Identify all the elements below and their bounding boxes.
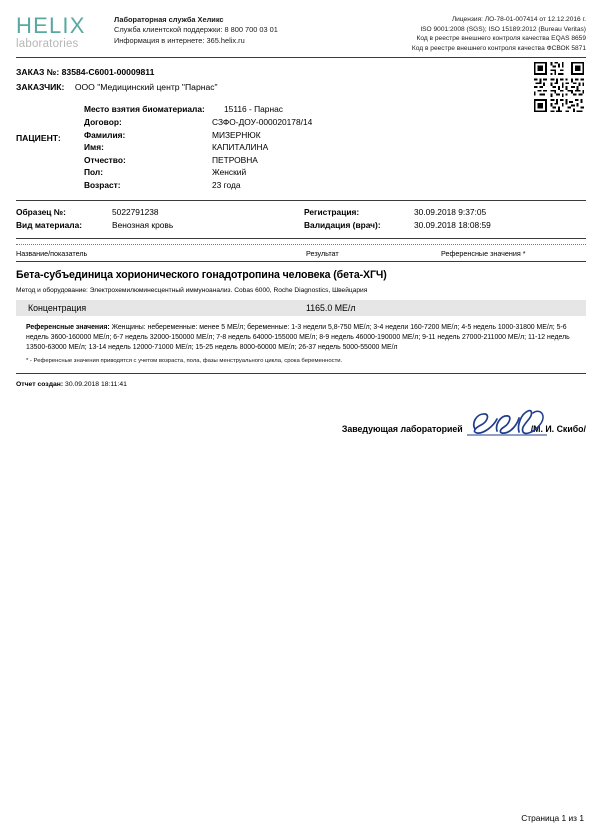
logo-subtitle: laboratories xyxy=(16,38,79,50)
sample-field-label: Образец №: xyxy=(16,206,66,217)
sample-field-value: 5022791238 xyxy=(112,206,159,217)
sample-field-row xyxy=(16,206,304,219)
method-line xyxy=(16,286,586,300)
patient-field-row xyxy=(16,129,586,142)
patient-field-value: СЗФО-ДОУ-000020178/14 xyxy=(212,116,313,127)
sample-field-value: 30.09.2018 9:37:05 xyxy=(414,206,487,217)
report-created-value: 30.09.2018 18:11:41 xyxy=(65,380,127,388)
patient-section-label: ПАЦИЕНТ: xyxy=(16,133,61,144)
sample-left-column xyxy=(16,206,304,232)
sample-field-value: 30.09.2018 18:08:59 xyxy=(414,219,491,230)
contact-info xyxy=(114,14,278,46)
patient-field-label: Место взятия биоматериала: xyxy=(84,104,205,115)
sample-field-label: Регистрация: xyxy=(304,206,360,217)
order-number-line xyxy=(16,65,586,80)
patient-field-row xyxy=(16,179,586,192)
patient-field-row xyxy=(16,166,586,179)
signature-label: Заведующая лабораторией xyxy=(341,424,463,434)
contact-line-1: Лабораторная служба Хеликс xyxy=(114,15,224,24)
column-header-name: Название/показатель xyxy=(16,248,88,258)
order-label: ЗАКАЗ №: xyxy=(16,67,60,78)
signature-name: /М. И. Скибо/ xyxy=(530,424,586,434)
patient-field-value: КАПИТАЛИНА xyxy=(212,142,269,153)
license-line-2: ISO 9001:2008 (SGS); ISO 15189:2012 (Bureau Veritas) xyxy=(420,25,586,33)
reference-values-text: Женщины: небеременные: менее 5 МЕ/л; беременные: 1-3 недели 5,8-750 МЕ/л; 3-4 недели 160-7200 МЕ/л; 4-5 недель 1000-31800 МЕ/л; 5-6 недель 3600-160000 МЕ/л; 6-7 недель 32000-150000 МЕ/л; 7-8 недель 64000-155000 МЕ/л; 8-9 недель 46000-190000 МЕ/л; 9-11 недель 27000-211000 МЕ/л; 11-12 недель 13500-63000 МЕ/л; 13-14 недель 12000-71000 МЕ/л; 15-25 недель 8000-60000 МЕ/л; 26-37 недель 5000-55000 МЕ/л xyxy=(26,323,570,351)
sample-section xyxy=(16,201,586,236)
patient-field-label: Отчество: xyxy=(84,154,126,165)
customer-label: ЗАКАЗЧИК: xyxy=(16,82,65,93)
column-header-reference: Референсные значения * xyxy=(441,248,526,258)
result-row-value: 1165.0 МЕ/л xyxy=(306,302,356,313)
report-created-label: Отчет создан: xyxy=(16,380,64,388)
method-value: Электрохемилюминесцентный иммуноанализ. Cobas 6000, Roche Diagnostics, Швейцария xyxy=(89,286,368,294)
sample-field-row xyxy=(16,219,304,232)
reference-divider xyxy=(16,373,586,374)
patient-field-label: Возраст: xyxy=(84,179,121,190)
patient-field-row xyxy=(16,103,586,116)
customer-line xyxy=(16,80,586,95)
results-table-header xyxy=(16,245,586,261)
patient-field-label: Фамилия: xyxy=(84,129,126,140)
column-header-result: Результат xyxy=(306,248,339,258)
test-title: Бета-субъединица хорионического гонадотропина человека (бета-ХГЧ) xyxy=(16,268,387,281)
order-section xyxy=(0,58,600,95)
order-number: 83584-C6001-00009811 xyxy=(61,67,155,78)
contact-line-3: Информация в интернете: 365.helix.ru xyxy=(114,35,245,45)
customer-name: ООО "Медицинский центр "Парнас" xyxy=(74,82,218,93)
sample-field-row xyxy=(304,219,491,232)
logo-wordmark: HELIX xyxy=(16,13,86,38)
patient-section xyxy=(16,103,586,191)
brand-block xyxy=(16,14,278,51)
patient-field-row xyxy=(16,141,586,154)
patient-field-value: 15116 - Парнас xyxy=(224,104,283,115)
page-number: Страница 1 из 1 xyxy=(521,813,584,823)
table-row xyxy=(16,300,586,316)
patient-field-value: МИЗЕРНЮК xyxy=(212,129,261,140)
patient-field-row xyxy=(16,116,586,129)
patient-field-value: 23 года xyxy=(212,179,241,190)
method-label: Метод и оборудование: xyxy=(16,286,88,294)
signature-block xyxy=(342,405,586,435)
sample-field-value: Венозная кровь xyxy=(112,219,174,230)
result-row-name: Концентрация xyxy=(28,302,87,313)
report-created-line xyxy=(16,381,586,388)
license-line-3: Код в реестре внешнего контроля качества EQAS 8659 xyxy=(416,35,586,43)
report-header xyxy=(0,0,600,53)
patient-field-label: Пол: xyxy=(84,167,104,178)
license-line-1: Лицензия: ЛО-78-01-007414 от 12.12.2016 г. xyxy=(451,16,586,23)
reference-values-title: Референсные значения: xyxy=(26,323,110,331)
reference-footnote: * - Референсные значения приводятся с учетом возраста, пола, фазы менструального цикла, срока беременности. xyxy=(26,357,343,364)
patient-field-value: ПЕТРОВНА xyxy=(212,154,258,165)
patient-field-label: Договор: xyxy=(84,116,122,127)
helix-logo xyxy=(16,14,104,51)
sample-divider xyxy=(16,238,586,239)
patient-field-label: Имя: xyxy=(84,142,104,153)
contact-line-2: Служба клиентской поддержки: 8 800 700 03 01 xyxy=(114,25,278,35)
sample-field-label: Вид материала: xyxy=(16,219,83,230)
license-line-4: Код в реестре внешнего контроля качества ФСВОК 5871 xyxy=(411,44,586,52)
patient-field-value: Женский xyxy=(212,167,247,178)
handwritten-signature-icon xyxy=(463,405,549,435)
patient-field-row xyxy=(16,154,586,167)
sample-field-label: Валидация (врач): xyxy=(304,219,381,230)
reference-values-block xyxy=(26,323,586,353)
sample-field-row xyxy=(304,206,491,219)
license-info xyxy=(412,14,586,53)
sample-right-column xyxy=(304,206,491,232)
